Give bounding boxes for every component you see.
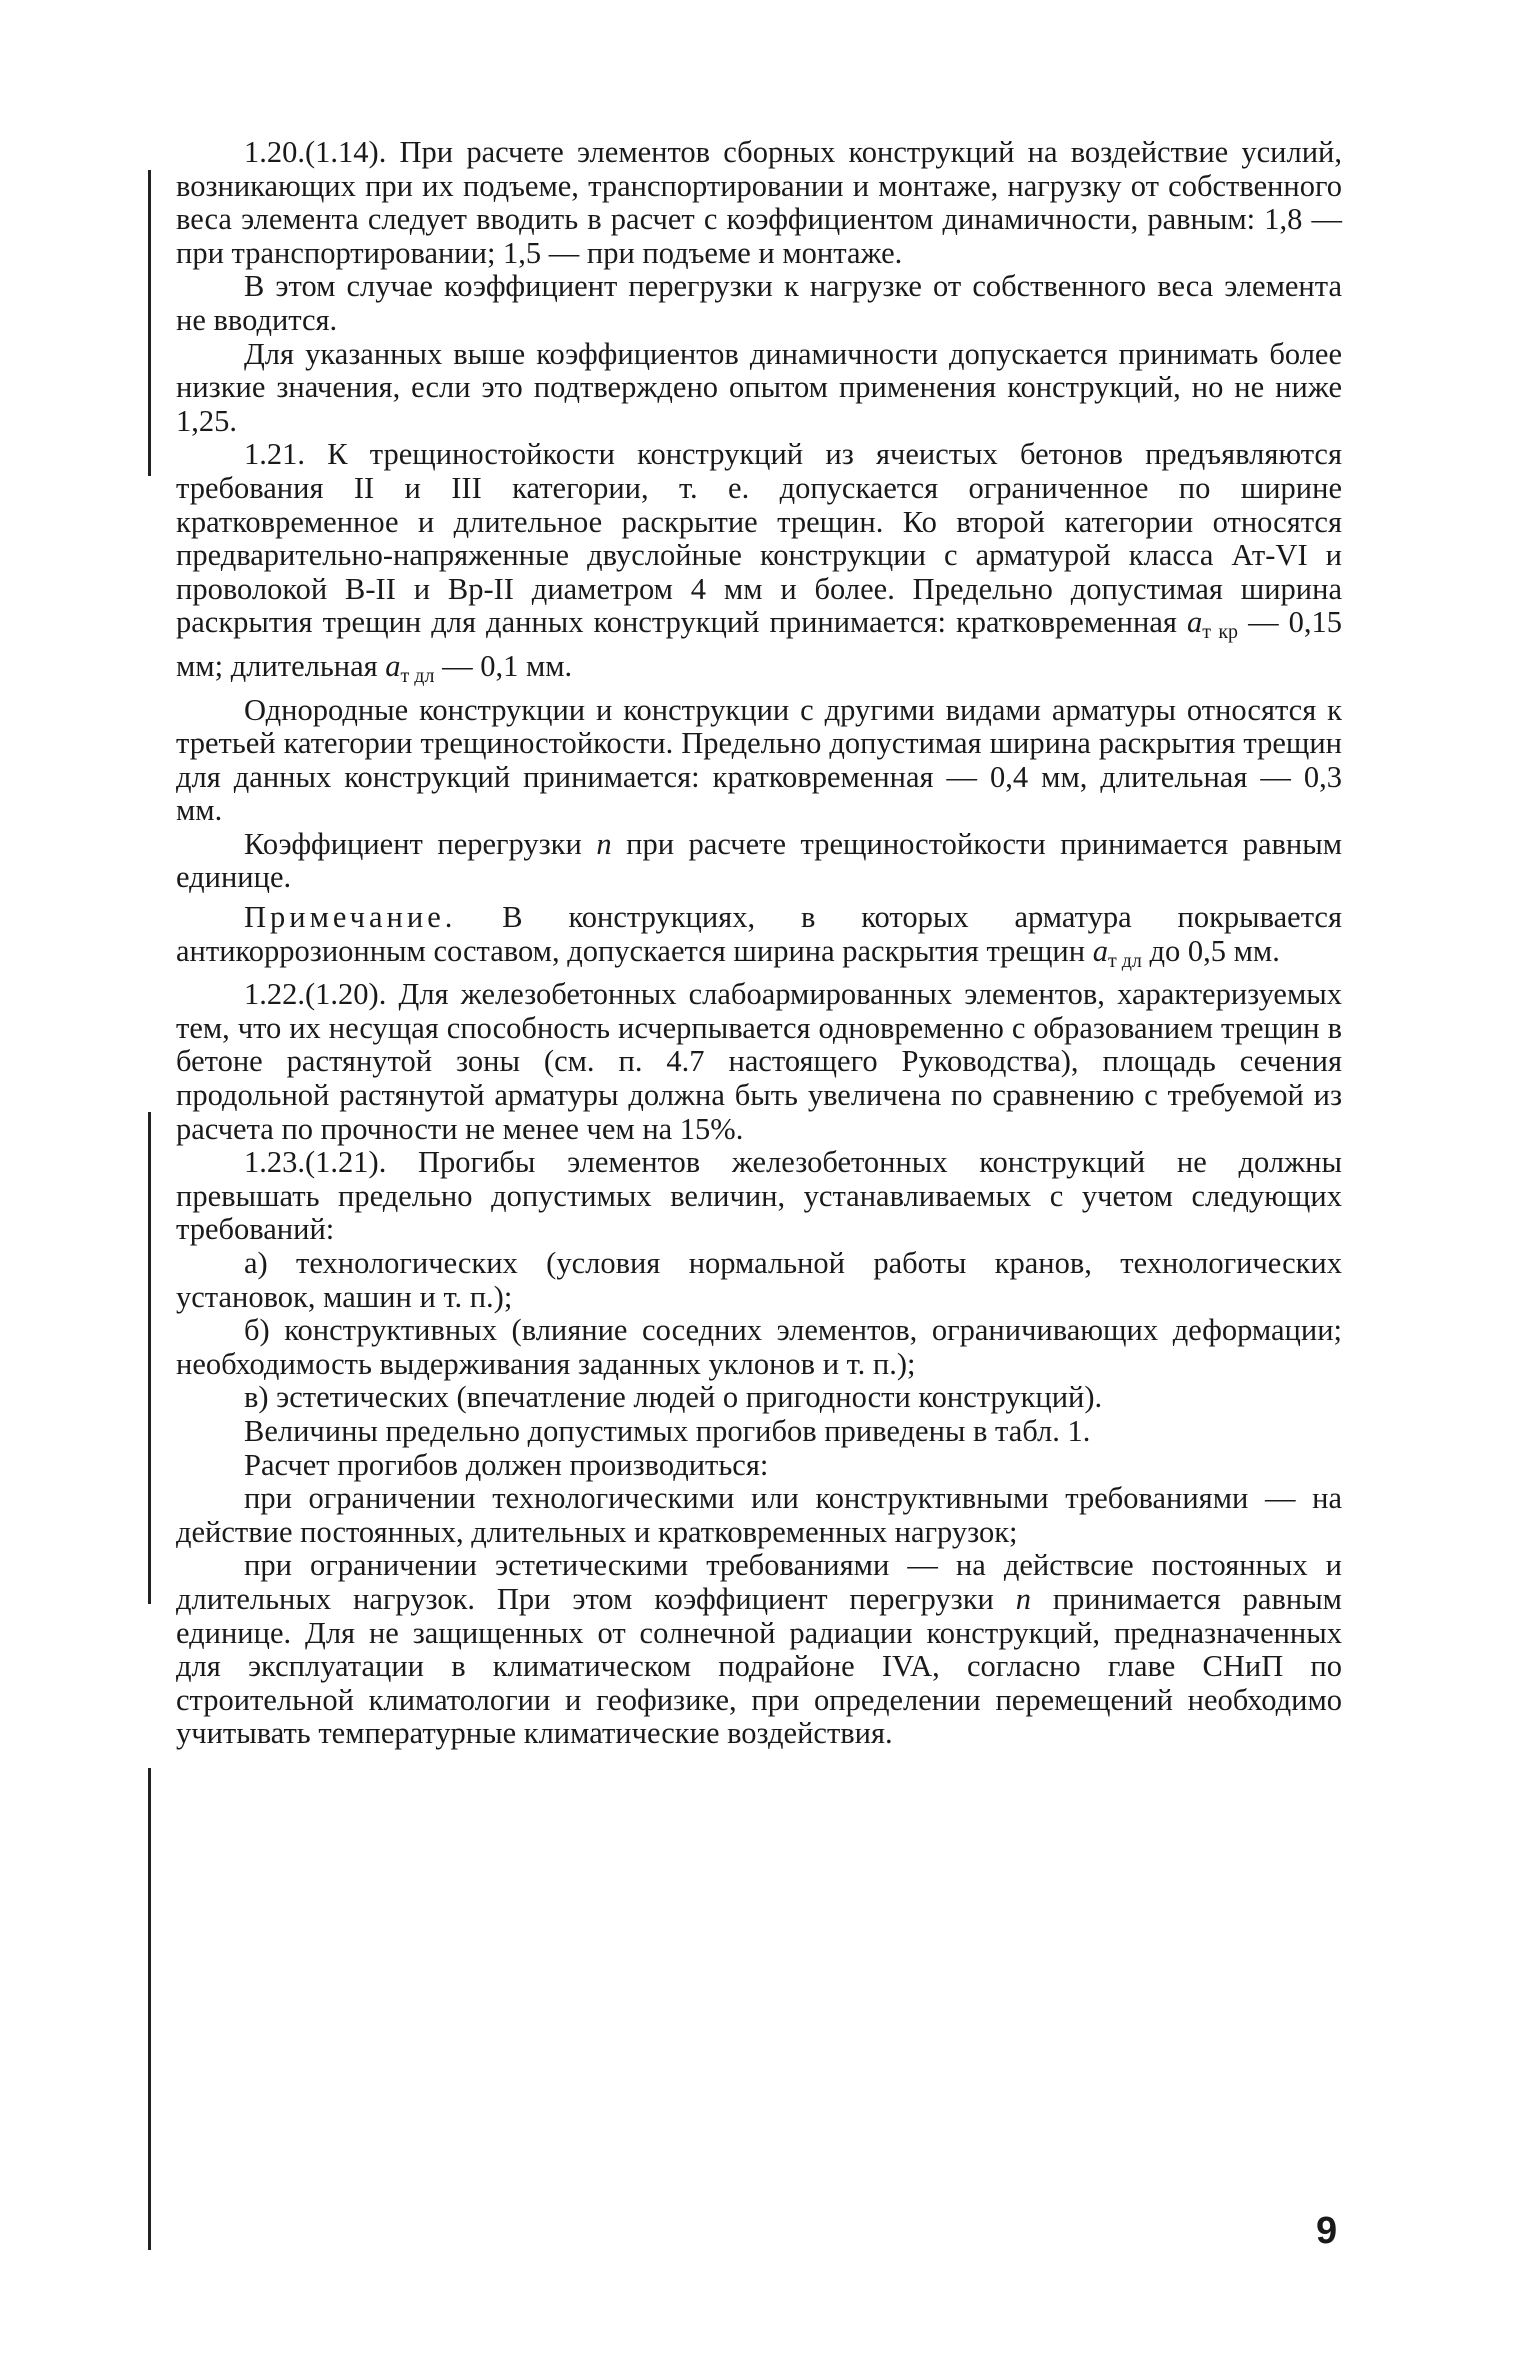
symbol-a-short: a (1186, 605, 1203, 640)
paragraph-homogeneous: Однородные конструкции и конструкции с другими видами арматуры относятся к третьей категории трещиностойкости. Предельно допустимая ширина раскрытия трещин для данных конструкций принимается: кратковременная — 0,4 мм, длительная — 0,3 мм. (176, 692, 1342, 828)
margin-bar-2 (148, 1112, 151, 1604)
paragraph-1-20: 1.20.(1.14). При расчете элементов сборных конструкций на воздействие усилий, возникающих при их подъеме, транспортировании и монтаже, нагрузку от собственного веса элемента следует вводить в расчет с коэффициентом динамичности, равным: 1,8 — при транспортировании; 1,5 — при подъеме и монтаже. (176, 135, 1342, 270)
paragraph-overload-start: Коэффициент перегрузки (244, 826, 597, 861)
list-item-c: в) эстетических (впечатление людей о пригодности конструкций). (244, 1380, 1103, 1415)
note-subscript-t-dl: т дл (1107, 949, 1142, 972)
page-number: 9 (1316, 2210, 1338, 2252)
paragraph-1-21-mid: — 0,15 мм; длительная (176, 605, 1342, 683)
paragraph-deflection-values: Величины предельно допустимых прогибов приведены в табл. 1. (244, 1413, 1091, 1448)
symbol-n: n (596, 826, 612, 861)
paragraph-overload-note: В этом случае коэффициент перегрузки к нагрузке от собственного веса элемента не вводится. (176, 269, 1342, 337)
paragraph-1-23: 1.23.(1.21). Прогибы элементов железобетонных конструкций не должны превышать предельно допустимых величин, устанавливаемых с учетом следующих требований: (176, 1145, 1342, 1247)
note-label: Примечание. (244, 900, 457, 935)
list-item-a: а) технологических (условия нормальной работы кранов, технологических установок, машин и т. п.); (176, 1246, 1342, 1314)
paragraph-deflection-calc: Расчет прогибов должен производиться: (244, 1447, 769, 1482)
paragraph-1-21 (176, 438, 1342, 693)
note-symbol-a: a (1092, 933, 1108, 968)
paragraph-1-21-text: 1.21. К трещиностойкости конструкций из ячеистых бетонов предъявляются требования II и III категории, т. е. допускается ограниченное по ширине кратковременное и длительное раскрытие трещин. Ко второй категории относятся предварительно-напряженные двуслойные конструкции с арматурой класса Ат-VI и проволокой В-II и Вр-II диаметром 4 мм и более. Предельно допустимая ширина раскрытия трещин для данных конструкций принимается: кратковременная (176, 437, 1342, 640)
paragraph-1-22: 1.22.(1.20). Для железобетонных слабоармированных элементов, характеризуемых тем, что их несущая способность исчерпывается одновременно с образованием трещин в бетоне растянутой зоны (см. п. 4.7 настоящего Руководства), площадь сечения продольной растянутой арматуры должна быть увеличена по сравнению с требуемой из расчета по прочности не менее чем на 15%. (176, 977, 1342, 1146)
paragraph-aesthetic-limit (176, 1549, 1342, 1751)
margin-bar-3 (148, 1768, 151, 2250)
paragraph-overload-end: при расчете трещиностойкости принимается равным единице. (176, 826, 1342, 895)
symbol-n-2: n (1015, 1581, 1031, 1616)
margin-bar-1 (148, 170, 151, 476)
paragraph-aesthetic-end: принимается равным единице. Для не защищенных от солнечной радиации конструкций, предназначенных для эксплуатации в климатическом подрайоне IVA, согласно главе СНиП по строительной климатологии и геофизике, при определении перемещений необходимо учитывать температурные климатические воздействия. (176, 1581, 1342, 1751)
paragraph-1-21-end: — 0,1 мм. (434, 648, 573, 683)
paragraph-overload-coefficient (176, 828, 1342, 895)
note-text: В конструкциях, в которых арматура покрывается антикоррозионным составом, допускается ширина раскрытия трещин (176, 900, 1342, 968)
paragraph-aesthetic-start: при ограничении эстетическими требованиями — на действсие постоянных и длительных нагрузок. При этом коэффициент перегрузки (176, 1548, 1342, 1616)
paragraph-dynamic-coefficients: Для указанных выше коэффициентов динамичности допускается принимать более низкие значения, если это подтверждено опытом применения конструкций, но не ниже 1,25. (176, 336, 1342, 438)
note-paragraph (176, 901, 1342, 978)
subscript-t-kr: т кр (1202, 621, 1239, 644)
paragraph-technological-limit: при ограничении технологическими или конструктивными требованиями — на действие постоянных, длительных и кратковременных нагрузок; (176, 1481, 1342, 1549)
symbol-a-long: a (385, 648, 401, 683)
document-page (176, 136, 1342, 1751)
subscript-t-dl: т дл (400, 664, 435, 687)
list-item-b: б) конструктивных (влияние соседних элементов, ограничивающих деформации; необходимость выдерживания заданных уклонов и т. п.); (176, 1313, 1342, 1381)
note-end: до 0,5 мм. (1141, 933, 1280, 968)
